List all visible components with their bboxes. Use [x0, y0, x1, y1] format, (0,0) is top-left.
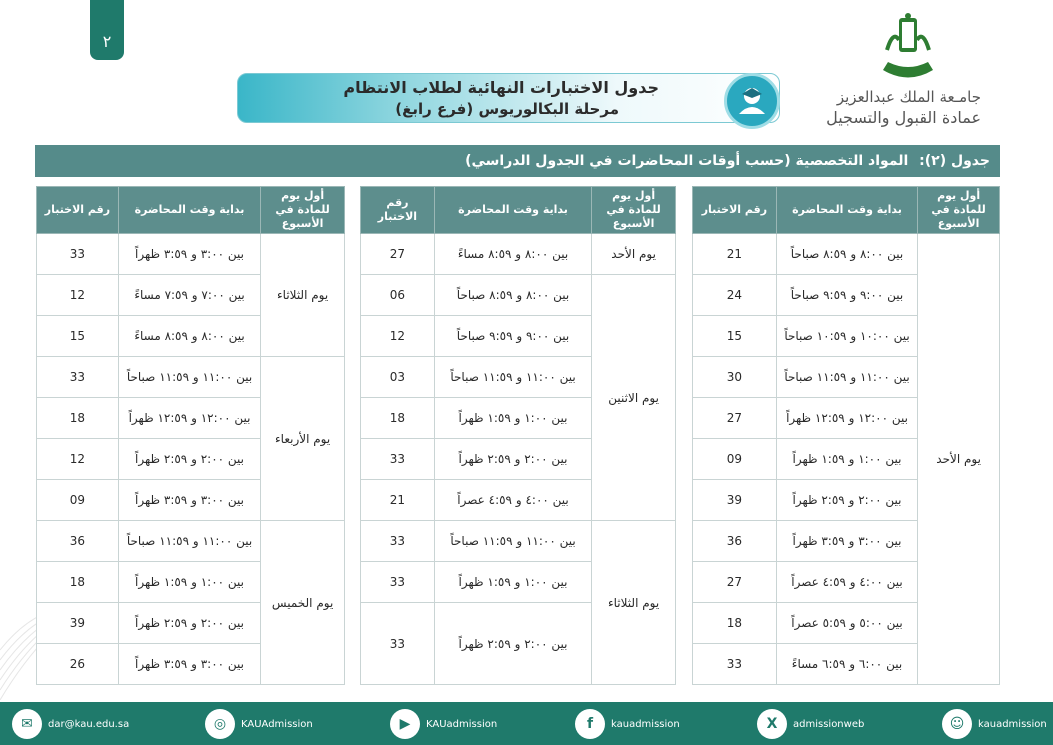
- col-header-exam: رقم الاختبار: [37, 187, 119, 234]
- table-caption: المواد التخصصية (حسب أوقات المحاضرات في الجدول الدراسي): [465, 153, 909, 169]
- lecture-time-cell: بين ١١:٠٠ و ١١:٥٩ صباحاً: [434, 521, 591, 562]
- table-caption-bar: [35, 145, 1000, 177]
- table-label: جدول (٢):: [919, 153, 990, 169]
- footer-email[interactable]: [12, 709, 129, 739]
- footer-instagram[interactable]: [205, 709, 313, 739]
- exam-table-monday: [360, 186, 676, 685]
- lecture-time-cell: بين ٢:٠٠ و ٢:٥٩ ظهراً: [434, 439, 591, 480]
- lecture-time-cell: بين ١١:٠٠ و ١١:٥٩ صباحاً: [118, 357, 260, 398]
- lecture-time-cell: بين ٣:٠٠ و ٣:٥٩ ظهراً: [776, 521, 917, 562]
- lecture-time-cell: بين ٩:٠٠ و ٩:٥٩ صباحاً: [776, 275, 917, 316]
- exam-number-cell: 09: [693, 439, 777, 480]
- day-cell: يوم الثلاثاء: [592, 521, 676, 685]
- footer-youtube[interactable]: [390, 709, 497, 739]
- lecture-time-cell: بين ٩:٠٠ و ٩:٥٩ صباحاً: [434, 316, 591, 357]
- footer-x[interactable]: [757, 709, 864, 739]
- lecture-time-cell: بين ١:٠٠ و ١:٥٩ ظهراً: [118, 562, 260, 603]
- lecture-time-cell: بين ٨:٠٠ و ٨:٥٩ صباحاً: [434, 275, 591, 316]
- exam-number-cell: 39: [37, 603, 119, 644]
- footer-contact-bar: [0, 702, 1053, 745]
- university-title: جامـعة الملك عبدالعزيز: [836, 88, 981, 106]
- lecture-time-cell: بين ٦:٠٠ و ٦:٥٩ مساءً: [776, 644, 917, 685]
- email-icon: ✉: [12, 709, 42, 739]
- exam-number-cell: 30: [693, 357, 777, 398]
- lecture-time-cell: بين ٨:٠٠ و ٨:٥٩ مساءً: [434, 234, 591, 275]
- table-row: [361, 234, 676, 275]
- exam-number-cell: 33: [37, 234, 119, 275]
- col-header-exam: رقم الاختبار: [693, 187, 777, 234]
- exam-number-cell: 27: [693, 562, 777, 603]
- exam-number-cell: 09: [37, 480, 119, 521]
- lecture-time-cell: بين ٢:٠٠ و ٢:٥٩ ظهراً: [434, 603, 591, 685]
- day-cell: يوم الثلاثاء: [261, 234, 345, 357]
- facebook-handle[interactable]: kauadmission: [611, 718, 680, 730]
- facebook-icon: f: [575, 709, 605, 739]
- lecture-time-cell: بين ٣:٠٠ و ٣:٥٩ ظهراً: [118, 480, 260, 521]
- exam-number-cell: 21: [693, 234, 777, 275]
- lecture-time-cell: بين ١١:٠٠ و ١١:٥٩ صباحاً: [776, 357, 917, 398]
- exam-number-cell: 33: [693, 644, 777, 685]
- col-header-day: أول يوم للمادة في الأسبوع: [918, 187, 1000, 234]
- table-row: [361, 521, 676, 562]
- exam-number-cell: 36: [693, 521, 777, 562]
- table-row: [693, 234, 1000, 275]
- lecture-time-cell: بين ١:٠٠ و ١:٥٩ ظهراً: [776, 439, 917, 480]
- exam-number-cell: 21: [361, 480, 435, 521]
- footer-facebook[interactable]: [575, 709, 680, 739]
- x-handle[interactable]: admissionweb: [793, 718, 865, 730]
- page-title: جدول الاختبارات النهائية لطلاب الانتظام: [343, 78, 659, 97]
- lecture-time-cell: بين ٨:٠٠ و ٨:٥٩ صباحاً: [776, 234, 917, 275]
- lecture-time-cell: بين ١:٠٠ و ١:٥٩ ظهراً: [434, 562, 591, 603]
- day-cell: يوم الأربعاء: [261, 357, 345, 521]
- col-header-exam: رقم الاختبار: [361, 187, 435, 234]
- exam-number-cell: 18: [37, 562, 119, 603]
- deanship-title: عمادة القبول والتسجيل: [826, 108, 981, 127]
- title-banner: [237, 73, 780, 123]
- footer-snapchat[interactable]: [942, 709, 1047, 739]
- snapchat-handle[interactable]: kauadmission: [978, 718, 1047, 730]
- lecture-time-cell: بين ١١:٠٠ و ١١:٥٩ صباحاً: [434, 357, 591, 398]
- lecture-time-cell: بين ٨:٠٠ و ٨:٥٩ مساءً: [118, 316, 260, 357]
- table-row: [37, 521, 345, 562]
- lecture-time-cell: بين ٢:٠٠ و ٢:٥٩ ظهراً: [118, 439, 260, 480]
- exam-number-cell: 27: [361, 234, 435, 275]
- col-header-day: أول يوم للمادة في الأسبوع: [261, 187, 345, 234]
- col-header-time: بداية وقت المحاضرة: [434, 187, 591, 234]
- exam-number-cell: 18: [693, 603, 777, 644]
- page-number: ٢: [90, 0, 124, 60]
- table-row: [361, 275, 676, 316]
- day-cell: يوم الاثنين: [592, 275, 676, 521]
- university-logo: [873, 10, 943, 82]
- exam-number-cell: 18: [361, 398, 435, 439]
- exam-number-cell: 24: [693, 275, 777, 316]
- graduate-avatar-icon: [724, 73, 780, 129]
- instagram-icon: ◎: [205, 709, 235, 739]
- university-name: [781, 88, 981, 128]
- exam-number-cell: 27: [693, 398, 777, 439]
- exam-number-cell: 26: [37, 644, 119, 685]
- lecture-time-cell: بين ١٠:٠٠ و ١٠:٥٩ صباحاً: [776, 316, 917, 357]
- day-cell: يوم الأحد: [918, 234, 1000, 685]
- x-icon: X: [757, 709, 787, 739]
- instagram-handle[interactable]: KAUAdmission: [241, 718, 313, 730]
- lecture-time-cell: بين ٧:٠٠ و ٧:٥٩ مساءً: [118, 275, 260, 316]
- day-cell: يوم الخميس: [261, 521, 345, 685]
- exam-table-tuesday-thursday: [36, 186, 345, 685]
- exam-table-sunday: [692, 186, 1000, 685]
- exam-number-cell: 06: [361, 275, 435, 316]
- lecture-time-cell: بين ٥:٠٠ و ٥:٥٩ عصراً: [776, 603, 917, 644]
- table-row: [37, 357, 345, 398]
- lecture-time-cell: بين ٣:٠٠ و ٣:٥٩ ظهراً: [118, 234, 260, 275]
- col-header-day: أول يوم للمادة في الأسبوع: [592, 187, 676, 234]
- exam-number-cell: 33: [37, 357, 119, 398]
- snapchat-icon: ☺: [942, 709, 972, 739]
- youtube-handle[interactable]: KAUadmission: [426, 718, 498, 730]
- exam-number-cell: 12: [37, 439, 119, 480]
- email-link[interactable]: dar@kau.edu.sa: [48, 718, 130, 730]
- exam-number-cell: 33: [361, 521, 435, 562]
- exam-number-cell: 33: [361, 562, 435, 603]
- lecture-time-cell: بين ٢:٠٠ و ٢:٥٩ ظهراً: [118, 603, 260, 644]
- exam-number-cell: 33: [361, 439, 435, 480]
- exam-number-cell: 12: [361, 316, 435, 357]
- youtube-icon: ▶: [390, 709, 420, 739]
- lecture-time-cell: بين ١:٠٠ و ١:٥٩ ظهراً: [434, 398, 591, 439]
- exam-number-cell: 03: [361, 357, 435, 398]
- lecture-time-cell: بين ١٢:٠٠ و ١٢:٥٩ ظهراً: [118, 398, 260, 439]
- col-header-time: بداية وقت المحاضرة: [118, 187, 260, 234]
- exam-number-cell: 15: [693, 316, 777, 357]
- day-cell: يوم الأحد: [592, 234, 676, 275]
- exam-number-cell: 15: [37, 316, 119, 357]
- exam-number-cell: 33: [361, 603, 435, 685]
- lecture-time-cell: بين ١١:٠٠ و ١١:٥٩ صباحاً: [118, 521, 260, 562]
- exam-number-cell: 39: [693, 480, 777, 521]
- lecture-time-cell: بين ١٢:٠٠ و ١٢:٥٩ ظهراً: [776, 398, 917, 439]
- lecture-time-cell: بين ٣:٠٠ و ٣:٥٩ ظهراً: [118, 644, 260, 685]
- lecture-time-cell: بين ٢:٠٠ و ٢:٥٩ ظهراً: [776, 480, 917, 521]
- page-subtitle: مرحلة البكالوريوس (فرع رابغ): [395, 100, 619, 118]
- exam-number-cell: 36: [37, 521, 119, 562]
- lecture-time-cell: بين ٤:٠٠ و ٤:٥٩ عصراً: [434, 480, 591, 521]
- exam-number-cell: 12: [37, 275, 119, 316]
- lecture-time-cell: بين ٤:٠٠ و ٤:٥٩ عصراً: [776, 562, 917, 603]
- col-header-time: بداية وقت المحاضرة: [776, 187, 917, 234]
- exam-number-cell: 18: [37, 398, 119, 439]
- table-row: [37, 234, 345, 275]
